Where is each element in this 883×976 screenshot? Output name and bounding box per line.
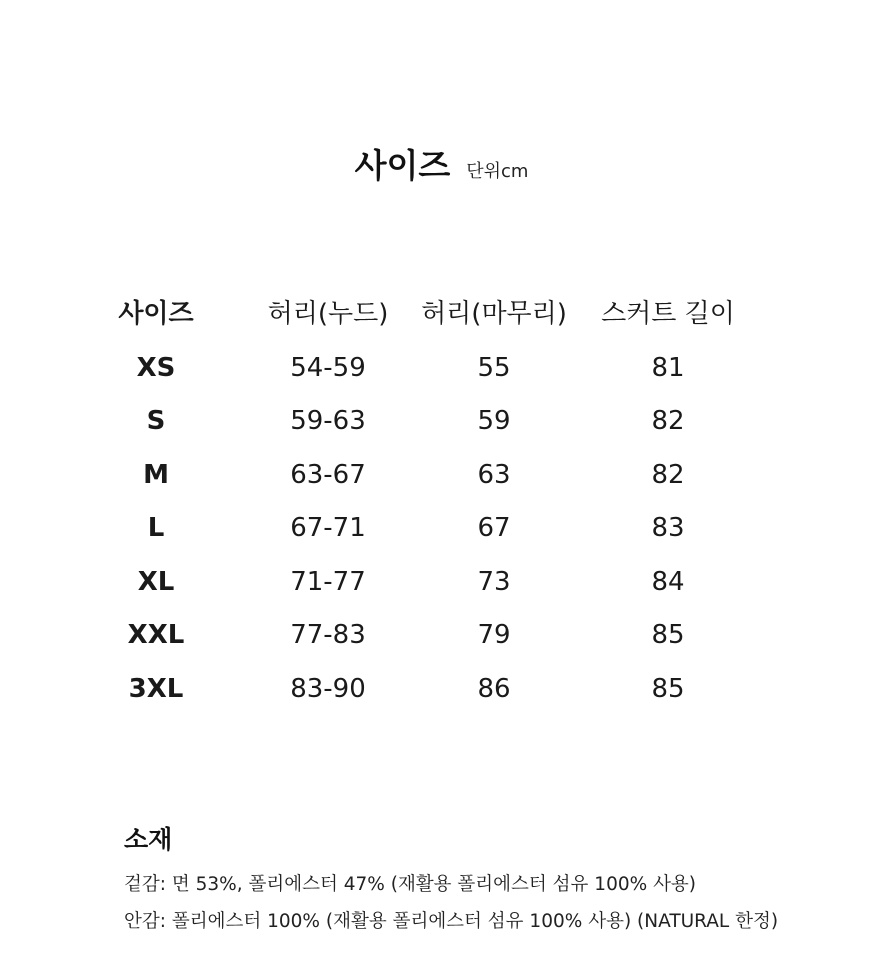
waist-nude-cell: 59-63 <box>290 406 366 436</box>
unit-label: 단위cm <box>466 161 529 182</box>
size-table <box>0 290 883 718</box>
size-cell: XL <box>137 566 175 597</box>
waist-finished-cell: 55 <box>477 352 511 383</box>
size-cell: M <box>143 459 169 490</box>
skirt-length-cell: 82 <box>651 406 685 436</box>
skirt-length-cell: 83 <box>651 513 685 543</box>
table-row <box>0 665 883 719</box>
waist-finished-cell: 86 <box>477 673 511 704</box>
skirt-length-cell: 85 <box>651 620 685 650</box>
outer-material-line: 겉감: 면 53%, 폴리에스터 47% (재활용 폴리에스터 섬유 100% 사용) <box>124 874 697 895</box>
table-row <box>0 397 883 451</box>
waist-nude-cell: 83-90 <box>290 673 366 704</box>
table-row <box>0 451 883 505</box>
skirt-length-cell: 85 <box>651 673 685 704</box>
column-header-size: 사이즈 <box>118 299 194 329</box>
waist-finished-cell: 63 <box>477 459 511 490</box>
material-title: 소재 <box>124 825 173 854</box>
size-cell: XS <box>136 352 176 383</box>
size-cell: XXL <box>127 620 185 650</box>
material-section <box>124 824 864 940</box>
waist-finished-cell: 79 <box>477 620 511 650</box>
column-header-skirt-length: 스커트 길이 <box>601 299 735 329</box>
waist-nude-cell: 67-71 <box>290 513 366 543</box>
table-row <box>0 344 883 398</box>
skirt-length-cell: 84 <box>651 566 685 597</box>
table-header-row <box>0 290 883 344</box>
table-row <box>0 611 883 665</box>
size-cell: 3XL <box>128 673 184 704</box>
size-heading <box>0 140 883 187</box>
table-row <box>0 504 883 558</box>
page-title: 사이즈 <box>354 146 451 185</box>
skirt-length-cell: 82 <box>651 459 685 490</box>
size-cell: S <box>146 406 166 436</box>
skirt-length-cell: 81 <box>651 352 685 383</box>
column-header-waist-nude: 허리(누드) <box>267 299 389 329</box>
size-cell: L <box>147 513 165 543</box>
waist-nude-cell: 63-67 <box>290 459 366 490</box>
waist-nude-cell: 77-83 <box>290 620 366 650</box>
lining-material-line: 안감: 폴리에스터 100% (재활용 폴리에스터 섬유 100% 사용) (NATURAL 한정) <box>124 911 779 932</box>
waist-finished-cell: 73 <box>477 566 511 597</box>
waist-nude-cell: 54-59 <box>290 352 366 383</box>
column-header-waist-finished: 허리(마무리) <box>421 299 567 329</box>
waist-finished-cell: 67 <box>477 513 511 543</box>
waist-nude-cell: 71-77 <box>290 566 366 597</box>
table-row <box>0 558 883 612</box>
waist-finished-cell: 59 <box>477 406 511 436</box>
